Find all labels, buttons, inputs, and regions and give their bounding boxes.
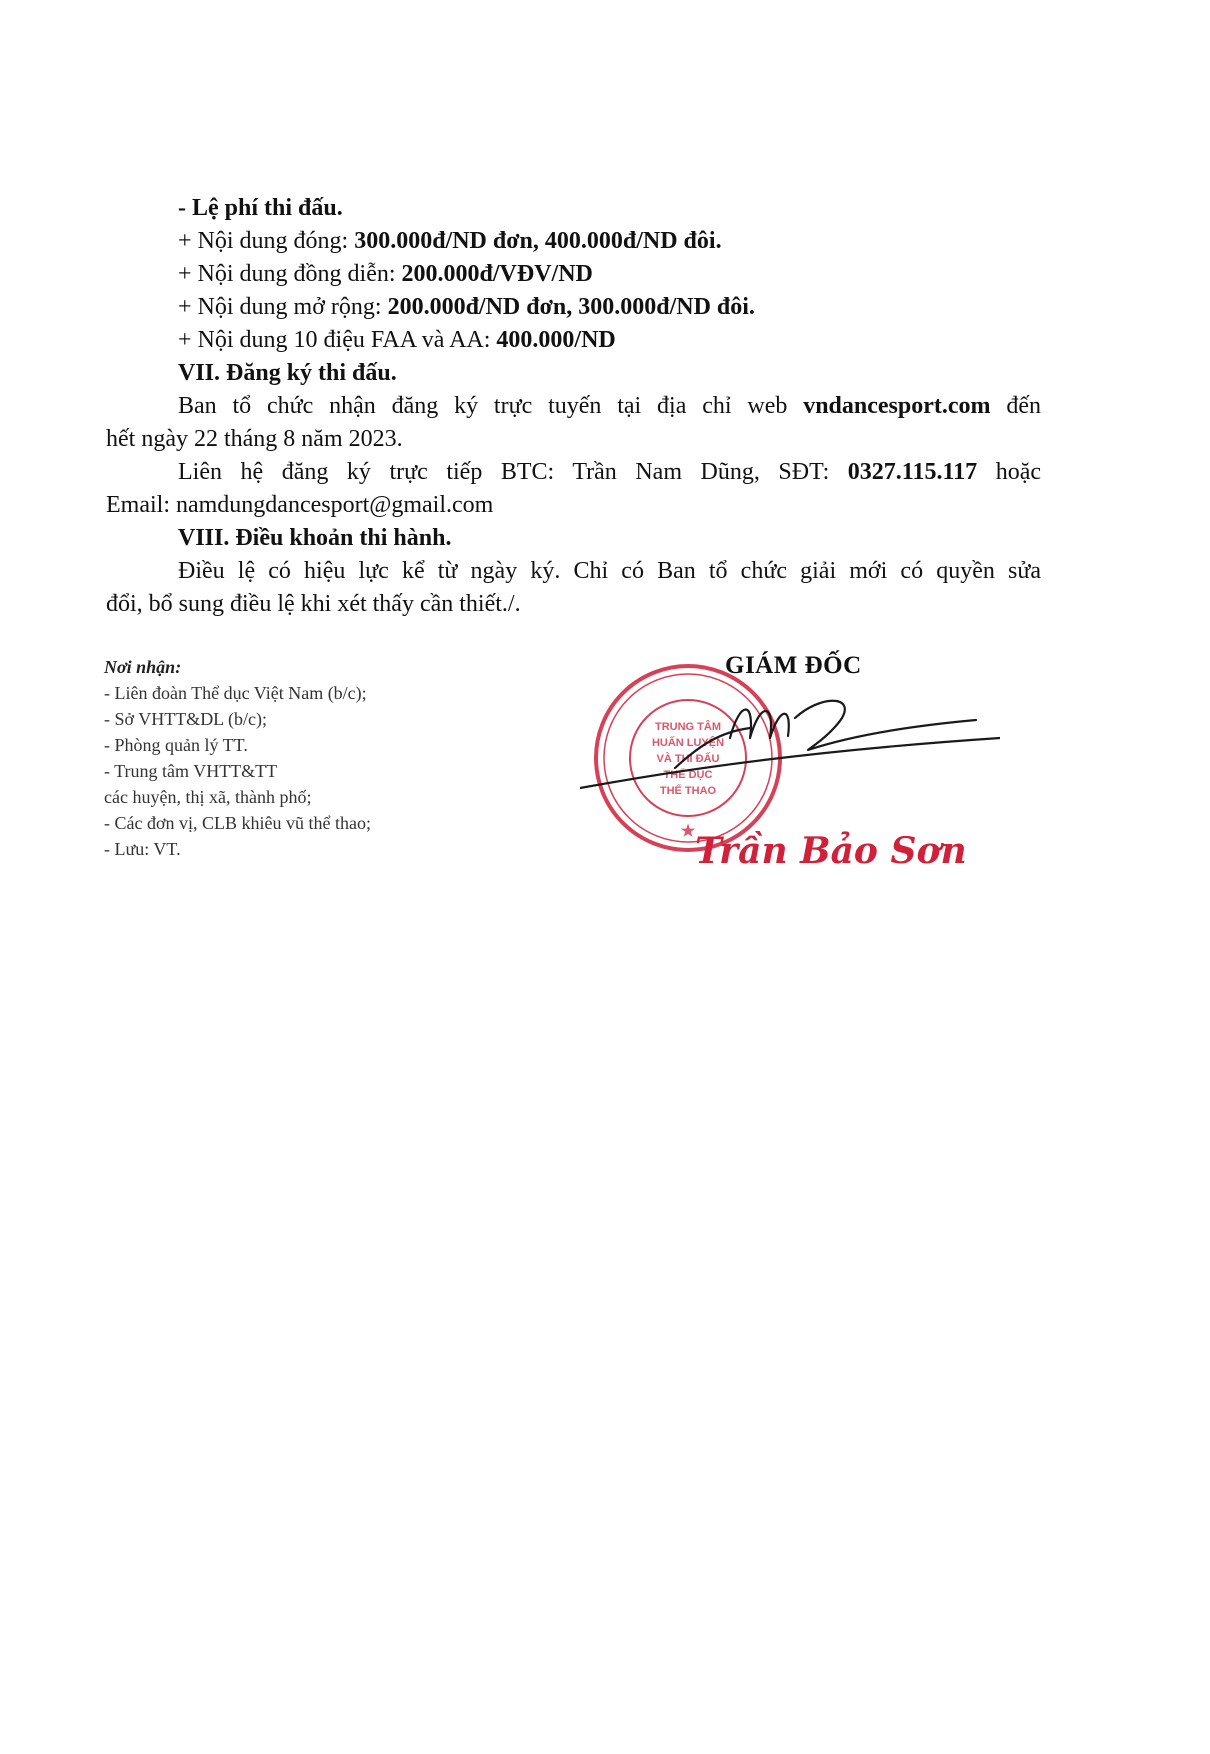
signature-block: [580, 640, 1000, 900]
provision-line-2: đổi, bổ sung điều lệ khi xét thấy cần thiết./.: [106, 591, 521, 617]
svg-text:TRUNG TÂM: TRUNG TÂM: [655, 721, 721, 733]
recipient-item: - Các đơn vị, CLB khiêu vũ thể thao;: [104, 813, 371, 833]
signer-title: GIÁM ĐỐC: [725, 652, 862, 679]
signer-name: Trần Bảo Sơn: [695, 830, 967, 872]
svg-text:VÀ THI ĐẤU: VÀ THI ĐẤU: [656, 753, 720, 765]
svg-text:THỂ DỤC: THỂ DỤC: [663, 769, 713, 781]
website-link: vndancesport.com: [803, 393, 991, 419]
fees-heading: - Lệ phí thi đấu.: [178, 195, 343, 221]
fee-group: + Nội dung đồng diễn: 200.000đ/VĐV/ND: [178, 261, 593, 287]
svg-text:★: ★: [680, 823, 696, 840]
document-body: [106, 192, 1041, 621]
recipient-item: các huyện, thị xã, thành phố;: [104, 787, 312, 807]
recipient-item: - Trung tâm VHTT&TT: [104, 761, 278, 781]
recipient-item: - Phòng quản lý TT.: [104, 735, 248, 755]
section7-heading: VII. Đăng ký thi đấu.: [178, 360, 397, 386]
fee-ten-dance: + Nội dung 10 điệu FAA và AA: 400.000/ND: [178, 327, 616, 353]
recipients-heading: Nơi nhận:: [104, 657, 182, 677]
svg-text:HUẤN LUYỆN: HUẤN LUYỆN: [651, 737, 725, 749]
recipient-item: - Liên đoàn Thể dục Việt Nam (b/c);: [104, 683, 367, 703]
online-registration-deadline: hết ngày 22 tháng 8 năm 2023.: [106, 426, 403, 452]
svg-text:THỂ THAO: THỂ THAO: [659, 785, 717, 797]
provision-line-1: Điều lệ có hiệu lực kể từ ngày ký. Chỉ có Ban tổ chức giải mới có quyền sửa: [178, 558, 1041, 584]
recipient-item: - Lưu: VT.: [104, 839, 181, 859]
phone-number: 0327.115.117: [847, 459, 978, 485]
section8-heading: VIII. Điều khoản thi hành.: [178, 525, 452, 551]
contact-email: Email: namdungdancesport@gmail.com: [106, 492, 494, 518]
online-registration-line: Ban tổ chức nhận đăng ký trực tuyến tại địa chỉ web vndancesport.com đến: [178, 393, 1041, 419]
recipient-item: - Sở VHTT&DL (b/c);: [104, 709, 267, 729]
fee-open: + Nội dung mở rộng: 200.000đ/ND đơn, 300.000đ/ND đôi.: [178, 294, 755, 320]
contact-line: Liên hệ đăng ký trực tiếp BTC: Trần Nam Dũng, SĐT: 0327.115.117 hoặc: [178, 459, 1041, 485]
fee-closed: + Nội dung đóng: 300.000đ/ND đơn, 400.000đ/ND đôi.: [178, 228, 722, 254]
recipients-list: [104, 654, 371, 862]
